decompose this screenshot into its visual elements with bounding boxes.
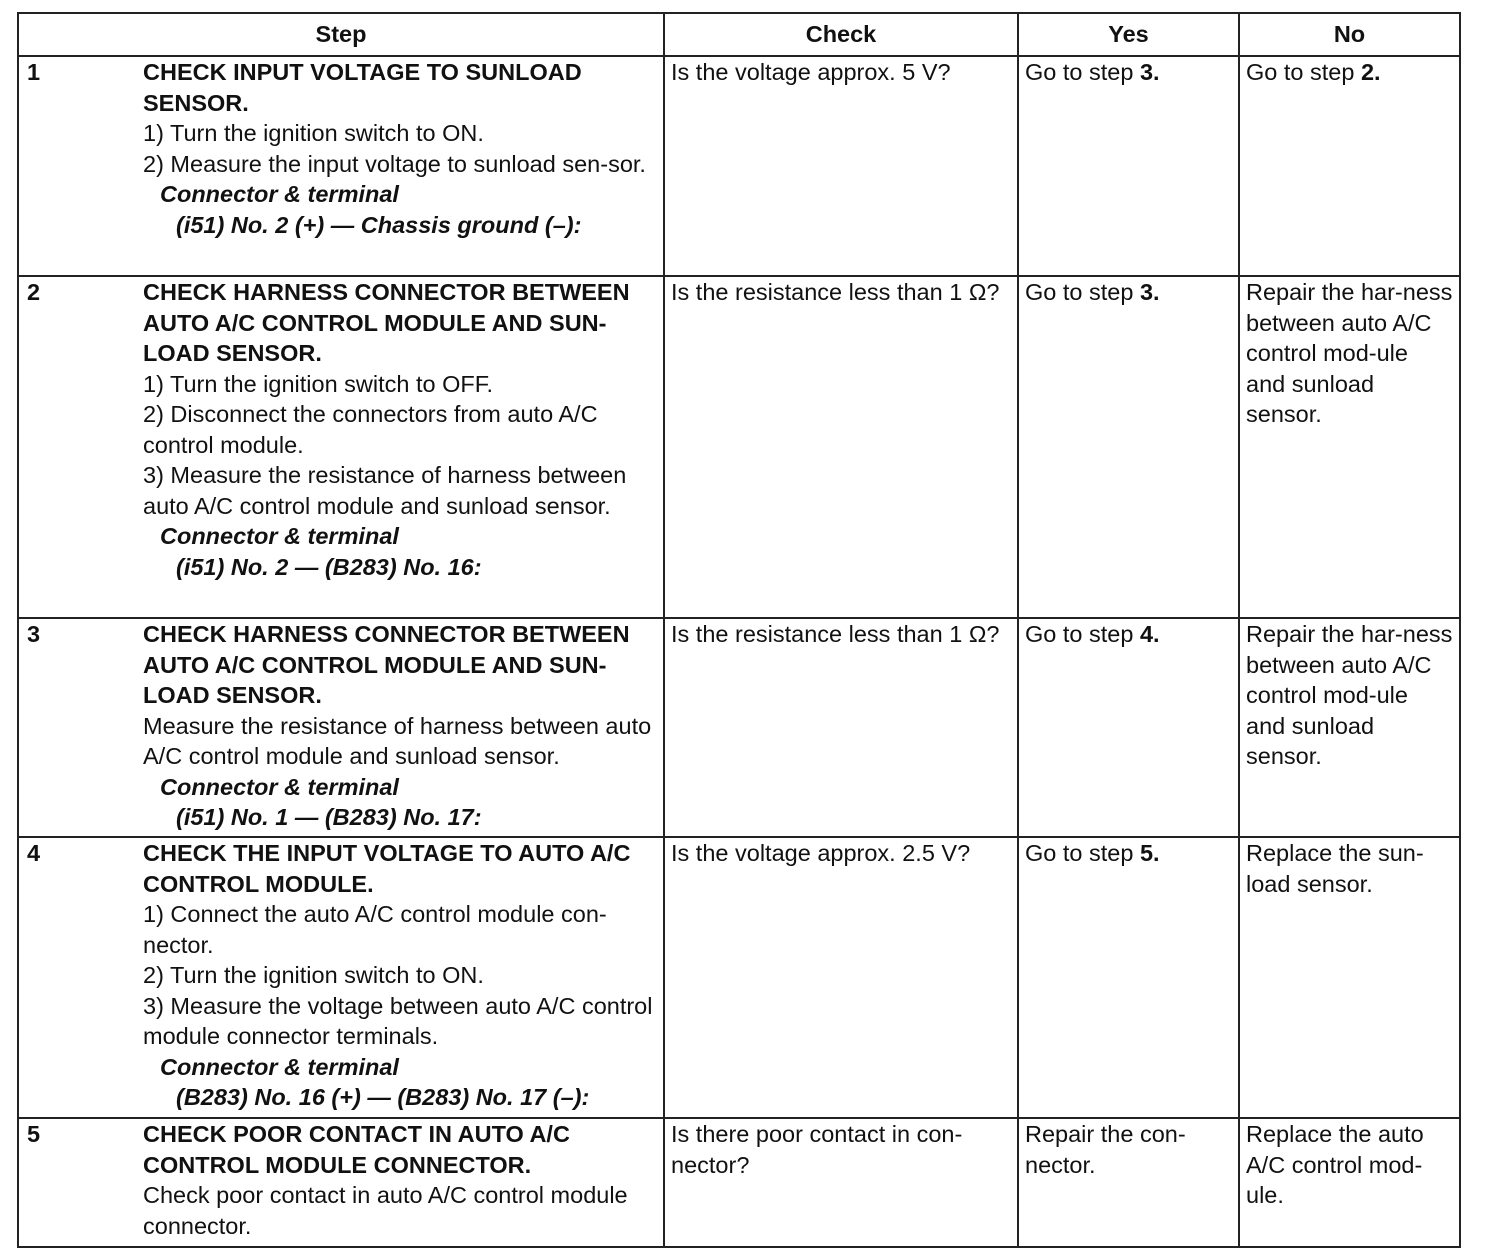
diagnostic-table [17, 12, 1461, 1248]
header-yes: Yes [1018, 13, 1239, 56]
step-instruction: 3) Measure the voltage between auto A/C control module connector terminals. [143, 992, 653, 1049]
diagnostic-table-container [17, 12, 1461, 1248]
step-cell [18, 56, 664, 276]
step-instruction: 3) Measure the resistance of harness between auto A/C control module and sunload sensor. [143, 462, 627, 519]
yes-prefix: Go to step [1025, 59, 1140, 85]
header-no: No [1239, 13, 1460, 56]
table-row [18, 56, 1460, 276]
table-row [18, 276, 1460, 618]
yes-cell [1018, 837, 1239, 1118]
no-cell: Repair the har-ness between auto A/C control mod-ule and sunload sensor. [1239, 276, 1460, 618]
table-row [18, 837, 1460, 1118]
table-row [18, 1118, 1460, 1247]
connector-label: Connector & terminal [160, 523, 399, 549]
yes-step-ref: 3. [1139, 59, 1160, 85]
step-instruction: 2) Disconnect the connectors from auto A/C control module. [143, 401, 598, 458]
step-title: CHECK INPUT VOLTAGE TO SUNLOAD SENSOR. [143, 59, 582, 116]
yes-step-ref: 3. [1139, 279, 1160, 305]
yes-cell [1018, 618, 1239, 837]
step-cell [18, 276, 664, 618]
step-body [143, 619, 655, 835]
yes-cell [1018, 276, 1239, 618]
yes-step-ref: 4. [1139, 621, 1160, 647]
no-prefix: Go to step [1246, 59, 1361, 85]
yes-prefix: Go to step [1025, 621, 1140, 647]
connector-value: (i51) No. 2 (+) — Chassis ground (–): [176, 211, 582, 238]
step-title: CHECK HARNESS CONNECTOR BETWEEN AUTO A/C CONTROL MODULE AND SUN-LOAD SENSOR. [143, 279, 630, 366]
header-step: Step [18, 13, 664, 56]
connector-value: (i51) No. 1 — (B283) No. 17: [176, 804, 482, 830]
step-body [143, 57, 655, 242]
table-row [18, 618, 1460, 837]
step-instruction: 1) Connect the auto A/C control module con-nector. [143, 901, 607, 958]
step-instruction: 1) Turn the ignition switch to OFF. [143, 370, 494, 397]
step-cell [18, 1118, 664, 1247]
connector-value: (i51) No. 2 — (B283) No. 16: [176, 553, 482, 580]
step-number: 3 [27, 621, 41, 647]
yes-cell: Repair the con-nector. [1018, 1118, 1239, 1247]
step-instruction: Check poor contact in auto A/C control module connector. [143, 1182, 628, 1239]
step-instruction: Measure the resistance of harness between auto A/C control module and sunload sensor. [143, 712, 652, 769]
check-cell: Is the resistance less than 1 Ω? [664, 276, 1018, 618]
header-check: Check [664, 13, 1018, 56]
check-cell: Is the voltage approx. 2.5 V? [664, 837, 1018, 1118]
step-number: 1 [27, 59, 41, 85]
yes-cell [1018, 56, 1239, 276]
step-body [143, 277, 655, 584]
step-instruction: 1) Turn the ignition switch to ON. [143, 120, 484, 146]
no-cell: Repair the har-ness between auto A/C control mod-ule and sunload sensor. [1239, 618, 1460, 837]
yes-prefix: Go to step [1025, 840, 1140, 866]
step-title: CHECK HARNESS CONNECTOR BETWEEN AUTO A/C CONTROL MODULE AND SUN-LOAD SENSOR. [143, 621, 630, 708]
step-body [143, 838, 655, 1115]
step-cell [18, 618, 664, 837]
step-instruction: 2) Measure the input voltage to sunload sen-sor. [143, 150, 646, 177]
yes-prefix: Go to step [1025, 279, 1140, 305]
check-cell: Is the voltage approx. 5 V? [664, 56, 1018, 276]
check-cell: Is there poor contact in con-nector? [664, 1118, 1018, 1247]
connector-value: (B283) No. 16 (+) — (B283) No. 17 (–): [176, 1084, 590, 1110]
step-number: 5 [27, 1121, 41, 1147]
no-cell: Replace the sun-load sensor. [1239, 837, 1460, 1118]
check-cell: Is the resistance less than 1 Ω? [664, 618, 1018, 837]
step-instruction: 2) Turn the ignition switch to ON. [143, 962, 484, 988]
connector-label: Connector & terminal [160, 773, 399, 800]
step-title: CHECK THE INPUT VOLTAGE TO AUTO A/C CONTROL MODULE. [143, 840, 631, 897]
step-cell [18, 837, 664, 1118]
step-body [143, 1119, 655, 1243]
step-title: CHECK POOR CONTACT IN AUTO A/C CONTROL MODULE CONNECTOR. [143, 1121, 570, 1178]
table-header-row [18, 13, 1460, 56]
no-step-ref: 2. [1360, 59, 1381, 85]
connector-label: Connector & terminal [160, 1053, 399, 1080]
no-cell: Replace the auto A/C control mod-ule. [1239, 1118, 1460, 1247]
step-number: 2 [27, 279, 41, 305]
yes-step-ref: 5. [1139, 840, 1160, 866]
step-number: 4 [27, 840, 41, 866]
no-cell [1239, 56, 1460, 276]
connector-label: Connector & terminal [160, 181, 399, 207]
